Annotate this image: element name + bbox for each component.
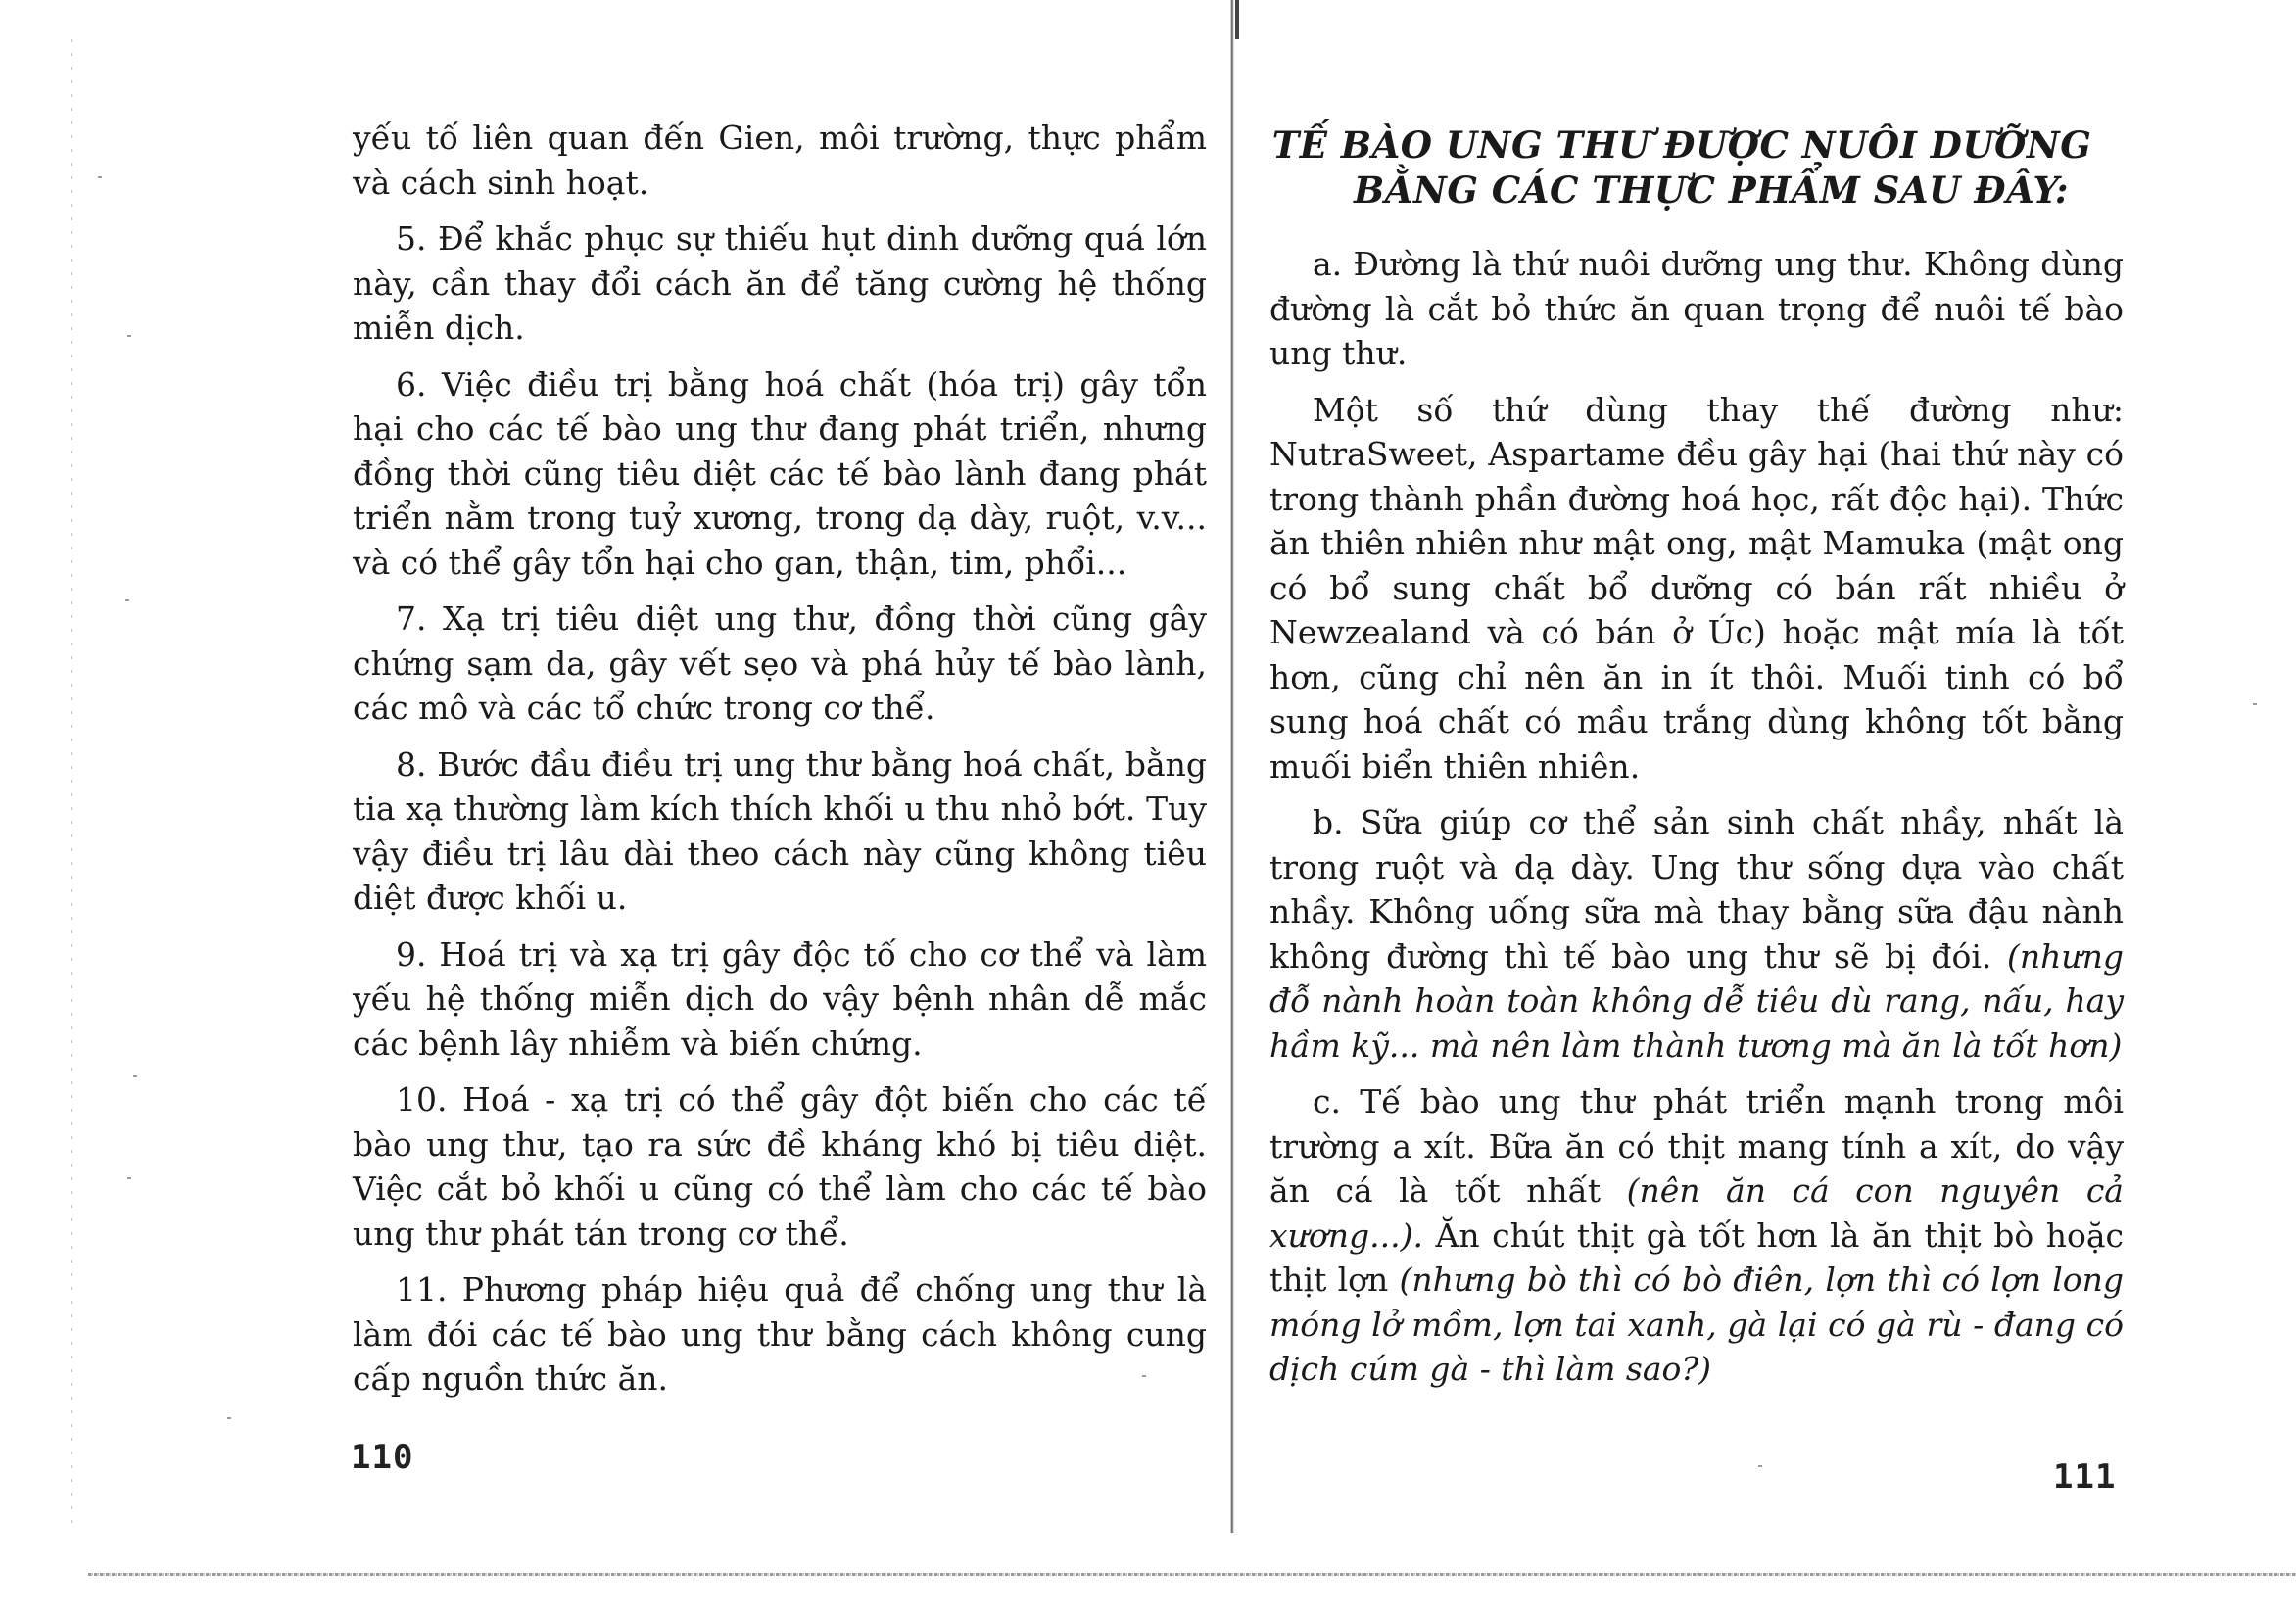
- list-item-7: 7. Xạ trị tiêu diệt ung thư, đồng thời cũng gây chứng sạm da, gây vết sẹo và phá hủy tế bào lành, các mô và các tổ chức trong cơ thể.: [353, 599, 1207, 727]
- heading-line-2: BẰNG CÁC THỰC PHẨM SAU ĐÂY:: [1354, 168, 2069, 212]
- right-page: [1232, 0, 2296, 1620]
- left-page-body: [353, 116, 1207, 1413]
- list-item-9: 9. Hoá trị và xạ trị gây độc tố cho cơ thể và làm yếu hệ thống miễn dịch do vậy bệnh nhân dễ mắc các bệnh lây nhiễm và biến chứng.: [353, 934, 1207, 1063]
- list-item-5: 5. Để khắc phục sự thiếu hụt dinh dưỡng quá lớn này, cần thay đổi cách ăn để tăng cường hệ thống miễn dịch.: [353, 219, 1207, 347]
- paragraph-continuation: yếu tố liên quan đến Gien, môi trường, thực phẩm và cách sinh hoạt.: [353, 119, 1207, 202]
- paragraph-c: [1269, 1079, 2124, 1392]
- page-number-left: 110: [351, 1438, 414, 1477]
- paragraph-c-note-1: (nên ăn cá con nguyên cả xương...).: [1269, 1171, 2124, 1255]
- list-item-10: 10. Hoá - xạ trị có thể gây đột biến cho các tế bào ung thư, tạo ra sức đề kháng khó bị tiêu diệt. Việc cắt bỏ khối u cũng có thể làm cho các tế bào ung thư phát tán trong cơ thể.: [353, 1080, 1207, 1253]
- right-page-body: [1269, 122, 2124, 1404]
- paragraph-b-text: b. Sữa giúp cơ thể sản sinh chất nhầy, nhất là trong ruột và dạ dày. Ung thư sống dựa vào chất nhầy. Không uống sữa mà thay bằng sữa đậu nành không đường thì tế bào ung thư sẽ bị đói.: [1269, 803, 2124, 976]
- paragraph-c-note-2: (nhưng bò thì có bò điên, lợn thì có lợn long móng lở mồm, lợn tai xanh, gà lại có gà rù - đang có dịch cúm gà - thì làm sao?): [1269, 1261, 2124, 1388]
- page-number-right: 111: [2053, 1457, 2117, 1497]
- paragraph-c-continued: Ăn chút thịt gà tốt hơn là ăn thịt bò hoặc thịt lợn: [1269, 1215, 2124, 1299]
- list-item-8: 8. Bước đầu điều trị ung thư bằng hoá chất, bằng tia xạ thường làm kích thích khối u thu nhỏ bớt. Tuy vậy điều trị lâu dài theo cách này cũng không tiêu diệt được khối u.: [353, 744, 1207, 917]
- list-item-11: 11. Phương pháp hiệu quả để chống ung thư là làm đói các tế bào ung thư bằng cách không cung cấp nguồn thức ăn.: [353, 1270, 1207, 1398]
- section-heading: [1269, 122, 2124, 213]
- list-item-6: 6. Việc điều trị bằng hoá chất (hóa trị) gây tổn hại cho các tế bào ung thư đang phát triển, nhưng đồng thời cũng tiêu diệt các tế bào lành đang phát triển nằm trong tuỷ xương, trong dạ dày, ruột, v.v... và có thể gây tổn hại cho gan, thận, tim, phổi...: [353, 364, 1207, 582]
- heading-line-1: TẾ BÀO UNG THƯ ĐƯỢC NUÔI DƯỠNG: [1271, 123, 2092, 167]
- paragraph-c-text: c. Tế bào ung thư phát triển mạnh trong môi trường a xít. Bữa ăn có thịt mang tính a xít, do vậy ăn cá là tốt nhất: [1269, 1082, 2124, 1210]
- paragraph-a-continued: Một số thứ dùng thay thế đường như: NutraSweet, Aspartame đều gây hại (hai thứ này có trong thành phần đường hoá học, rất độc hại). Thức ăn thiên nhiên như mật ong, mật Mamuka (mật ong có bổ sung chất bổ dưỡng có bán rất nhiều ở Newzealand và có bán ở Úc) hoặc mật mía là tốt hơn, cũng chỉ nên ăn in ít thôi. Muối tinh có bổ sung hoá chất có mầu trắng dùng không tốt bằng muối biển thiên nhiên.: [1269, 390, 2124, 786]
- paragraph-a: a. Đường là thứ nuôi dưỡng ung thư. Không dùng đường là cắt bỏ thức ăn quan trọng để nuôi tế bào ung thư.: [1269, 245, 2124, 372]
- paragraph-b-note: (nhưng đỗ nành hoàn toàn không dễ tiêu dù rang, nấu, hay hầm kỹ... mà nên làm thành tương mà ăn là tốt hơn): [1269, 936, 2124, 1065]
- paragraph-b: [1269, 800, 2124, 1068]
